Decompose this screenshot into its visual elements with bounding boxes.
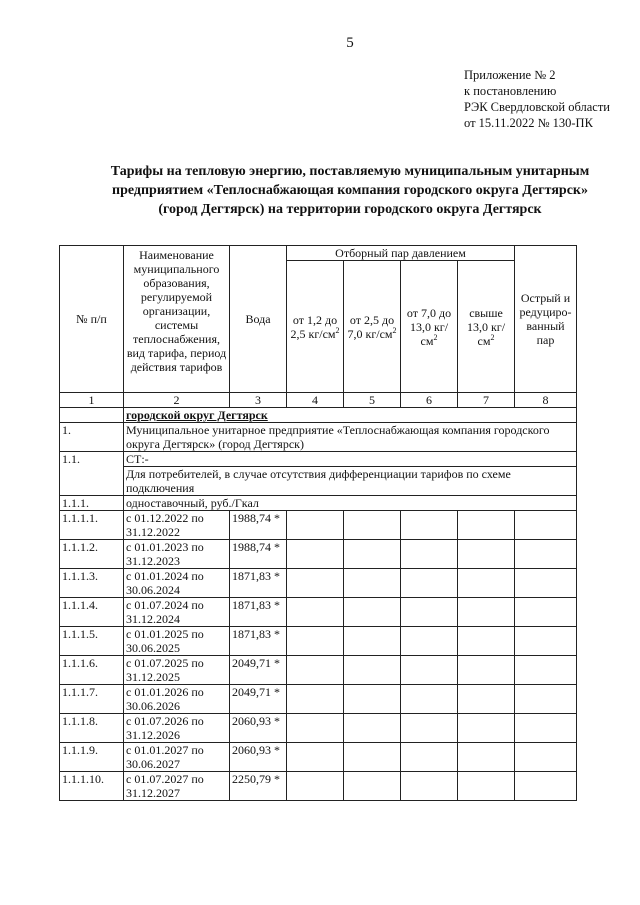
column-number: 7 <box>458 393 515 408</box>
tariff-type-num: 1.1.1. <box>60 496 124 511</box>
row-num: 1.1.1.1. <box>60 511 124 540</box>
row-empty-cell <box>287 743 344 772</box>
row-empty-cell <box>287 598 344 627</box>
region-name: городской округ Дегтярск <box>124 408 577 423</box>
row-period: с 01.07.2026 по 31.12.2026 <box>124 714 230 743</box>
appendix-line: Приложение № 2 <box>464 68 556 82</box>
table-row <box>60 714 577 743</box>
row-empty-cell <box>287 540 344 569</box>
appendix-block <box>464 67 634 131</box>
row-water-price: 1871,83 * <box>230 598 287 627</box>
row-empty-cell <box>515 656 577 685</box>
header-water: Вода <box>230 246 287 393</box>
row-empty-cell <box>287 569 344 598</box>
row-empty-cell <box>401 598 458 627</box>
appendix-line: РЭК Свердловской области <box>464 100 610 114</box>
row-empty-cell <box>458 511 515 540</box>
column-number: 6 <box>401 393 458 408</box>
title-line: (город Дегтярск) на территории городского округа Дегтярск <box>158 202 542 217</box>
header-pressure-1: от 1,2 до 2,5 $кг/см^2$ <box>287 261 344 393</box>
column-number: 2 <box>124 393 230 408</box>
row-empty-cell <box>287 714 344 743</box>
org-num: 1. <box>60 423 124 452</box>
row-empty-cell <box>401 685 458 714</box>
header-sharp-steam: Острый и редуциро-ванный пар <box>515 246 577 393</box>
appendix-line: от 15.11.2022 № 130-ПК <box>464 116 593 130</box>
row-num: 1.1.1.9. <box>60 743 124 772</box>
row-water-price: 1988,74 * <box>230 511 287 540</box>
row-period: с 01.07.2024 по 31.12.2024 <box>124 598 230 627</box>
table-row <box>60 569 577 598</box>
row-water-price: 1871,83 * <box>230 627 287 656</box>
row-empty-cell <box>401 772 458 801</box>
row-period: с 01.01.2023 по 31.12.2023 <box>124 540 230 569</box>
row-empty-cell <box>515 743 577 772</box>
row-empty-cell <box>344 540 401 569</box>
appendix-line: к постановлению <box>464 84 557 98</box>
note-text: Для потребителей, в случае отсутствия дифференциации тарифов по схеме подключения <box>124 467 577 496</box>
row-empty-cell <box>287 511 344 540</box>
system-num: 1.1. <box>60 452 124 496</box>
row-period: с 01.07.2025 по 31.12.2025 <box>124 656 230 685</box>
row-empty-cell <box>458 569 515 598</box>
header-num: № п/п <box>60 246 124 393</box>
row-empty-cell <box>401 743 458 772</box>
row-water-price: 2060,93 * <box>230 743 287 772</box>
row-empty-cell <box>401 569 458 598</box>
column-number: 3 <box>230 393 287 408</box>
column-number: 8 <box>515 393 577 408</box>
table-row <box>60 627 577 656</box>
row-period: с 01.01.2026 по 30.06.2026 <box>124 685 230 714</box>
row-empty-cell <box>458 598 515 627</box>
header-pressure-2: от 2,5 до 7,0 $кг/см^2$ <box>344 261 401 393</box>
tariff-type: одноставочный, руб./Гкал <box>124 496 577 511</box>
system-name: СТ:- <box>124 452 577 467</box>
row-empty-cell <box>515 540 577 569</box>
table-row <box>60 598 577 627</box>
row-water-price: 2049,71 * <box>230 685 287 714</box>
title-line: предприятием «Теплоснабжающая компания городского округа Дегтярск» <box>112 183 588 198</box>
table-row <box>60 540 577 569</box>
row-empty-cell <box>344 685 401 714</box>
row-empty-cell <box>401 627 458 656</box>
row-empty-cell <box>515 511 577 540</box>
row-empty-cell <box>458 685 515 714</box>
row-empty-cell <box>344 598 401 627</box>
region-num-cell <box>60 408 124 423</box>
row-empty-cell <box>287 656 344 685</box>
row-empty-cell <box>401 511 458 540</box>
row-empty-cell <box>515 627 577 656</box>
row-empty-cell <box>515 714 577 743</box>
row-empty-cell <box>401 714 458 743</box>
row-water-price: 2049,71 * <box>230 656 287 685</box>
row-period: с 01.01.2024 по 30.06.2024 <box>124 569 230 598</box>
row-empty-cell <box>287 627 344 656</box>
table-row <box>60 685 577 714</box>
table-row <box>60 511 577 540</box>
row-water-price: 1988,74 * <box>230 540 287 569</box>
row-num: 1.1.1.5. <box>60 627 124 656</box>
tariff-type-row <box>60 496 577 511</box>
document-title <box>70 162 630 219</box>
row-empty-cell <box>287 772 344 801</box>
row-num: 1.1.1.2. <box>60 540 124 569</box>
row-empty-cell <box>401 540 458 569</box>
row-period: с 01.01.2027 по 30.06.2027 <box>124 743 230 772</box>
row-empty-cell <box>458 743 515 772</box>
org-name: Муниципальное унитарное предприятие «Теплоснабжающая компания городского округа Дегтярск» (город Дегтярск) <box>124 423 577 452</box>
row-empty-cell <box>401 656 458 685</box>
row-num: 1.1.1.4. <box>60 598 124 627</box>
row-empty-cell <box>515 569 577 598</box>
row-empty-cell <box>515 772 577 801</box>
row-num: 1.1.1.6. <box>60 656 124 685</box>
page-number: 5 <box>346 35 354 51</box>
row-num: 1.1.1.8. <box>60 714 124 743</box>
row-empty-cell <box>458 627 515 656</box>
row-empty-cell <box>344 511 401 540</box>
column-number: 5 <box>344 393 401 408</box>
header-steam-group: Отборный пар давлением <box>287 246 515 261</box>
row-num: 1.1.1.7. <box>60 685 124 714</box>
row-empty-cell <box>458 772 515 801</box>
title-line: Тарифы на тепловую энергию, поставляемую муниципальным унитарным <box>110 164 590 179</box>
row-period: с 01.01.2025 по 30.06.2025 <box>124 627 230 656</box>
row-num: 1.1.1.3. <box>60 569 124 598</box>
row-empty-cell <box>344 569 401 598</box>
system-row <box>60 452 577 467</box>
header-pressure-3: от 7,0 до 13,0 $кг/см^2$ <box>401 261 458 393</box>
row-empty-cell <box>344 714 401 743</box>
row-empty-cell <box>344 627 401 656</box>
row-period: с 01.07.2027 по 31.12.2027 <box>124 772 230 801</box>
column-number: 4 <box>287 393 344 408</box>
header-name: Наименование муниципального образования, регулируемой организации, системы теплоснабжения, вид тарифа, период действия тарифов <box>124 246 230 393</box>
row-water-price: 2060,93 * <box>230 714 287 743</box>
row-empty-cell <box>458 656 515 685</box>
row-water-price: 2250,79 * <box>230 772 287 801</box>
row-empty-cell <box>515 685 577 714</box>
table-row <box>60 772 577 801</box>
org-row <box>60 423 577 452</box>
row-empty-cell <box>344 743 401 772</box>
region-row <box>60 408 577 423</box>
row-empty-cell <box>344 656 401 685</box>
row-empty-cell <box>458 540 515 569</box>
table-row <box>60 743 577 772</box>
tariff-table <box>59 245 577 801</box>
row-empty-cell <box>287 685 344 714</box>
column-number-row <box>60 393 577 408</box>
column-number: 1 <box>60 393 124 408</box>
table-row <box>60 656 577 685</box>
note-row <box>60 467 577 496</box>
row-period: с 01.12.2022 по 31.12.2022 <box>124 511 230 540</box>
row-water-price: 1871,83 * <box>230 569 287 598</box>
row-empty-cell <box>458 714 515 743</box>
header-pressure-4: свыше 13,0 $кг/см^2$ <box>458 261 515 393</box>
row-empty-cell <box>344 772 401 801</box>
row-empty-cell <box>515 598 577 627</box>
row-num: 1.1.1.10. <box>60 772 124 801</box>
